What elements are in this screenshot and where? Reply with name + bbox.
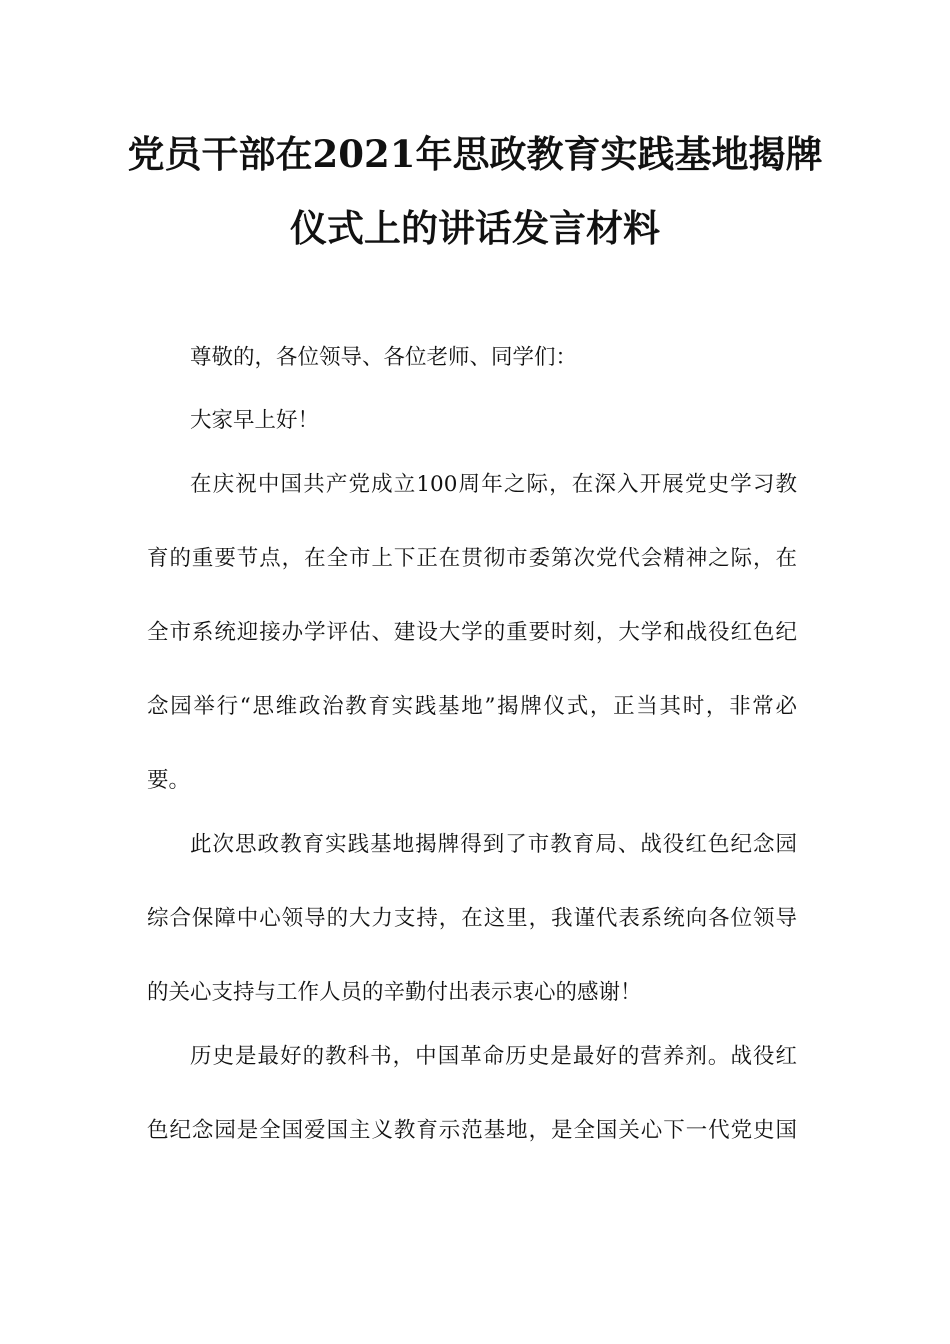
paragraph-3-line-2: 色纪念园是全国爱国主义教育示范基地，是全国关心下一代党史国 [147,1118,797,1143]
paragraph-3-line-1: 历史是最好的教科书，中国革命历史是最好的营养剂。战役红 [190,1044,797,1069]
paragraph-2-line-3: 的关心支持与工作人员的辛勤付出表示衷心的感谢！ [147,980,642,1005]
greeting: 大家早上好！ [190,408,320,433]
document-title-line-2: 仪式上的讲话发言材料 [290,206,660,250]
paragraph-1-line-4: 念园举行“思维政治教育实践基地”揭牌仪式，正当其时，非常必 [147,694,797,719]
document-title-line-1: 党员干部在2021年思政教育实践基地揭牌 [127,132,823,176]
paragraph-1-line-3: 全市系统迎接办学评估、建设大学的重要时刻，大学和战役红色纪 [147,620,797,645]
salutation: 尊敬的，各位领导、各位老师、同学们： [190,345,578,370]
paragraph-2-line-1: 此次思政教育实践基地揭牌得到了市教育局、战役红色纪念园 [190,832,797,857]
paragraph-2-line-2: 综合保障中心领导的大力支持，在这里，我谨代表系统向各位领导 [147,906,797,931]
paragraph-1-line-5: 要。 [147,768,191,793]
paragraph-1-line-1: 在庆祝中国共产党成立100周年之际，在深入开展党史学习教 [190,472,797,497]
paragraph-1-line-2: 育的重要节点，在全市上下正在贯彻市委第次党代会精神之际，在 [147,546,797,571]
